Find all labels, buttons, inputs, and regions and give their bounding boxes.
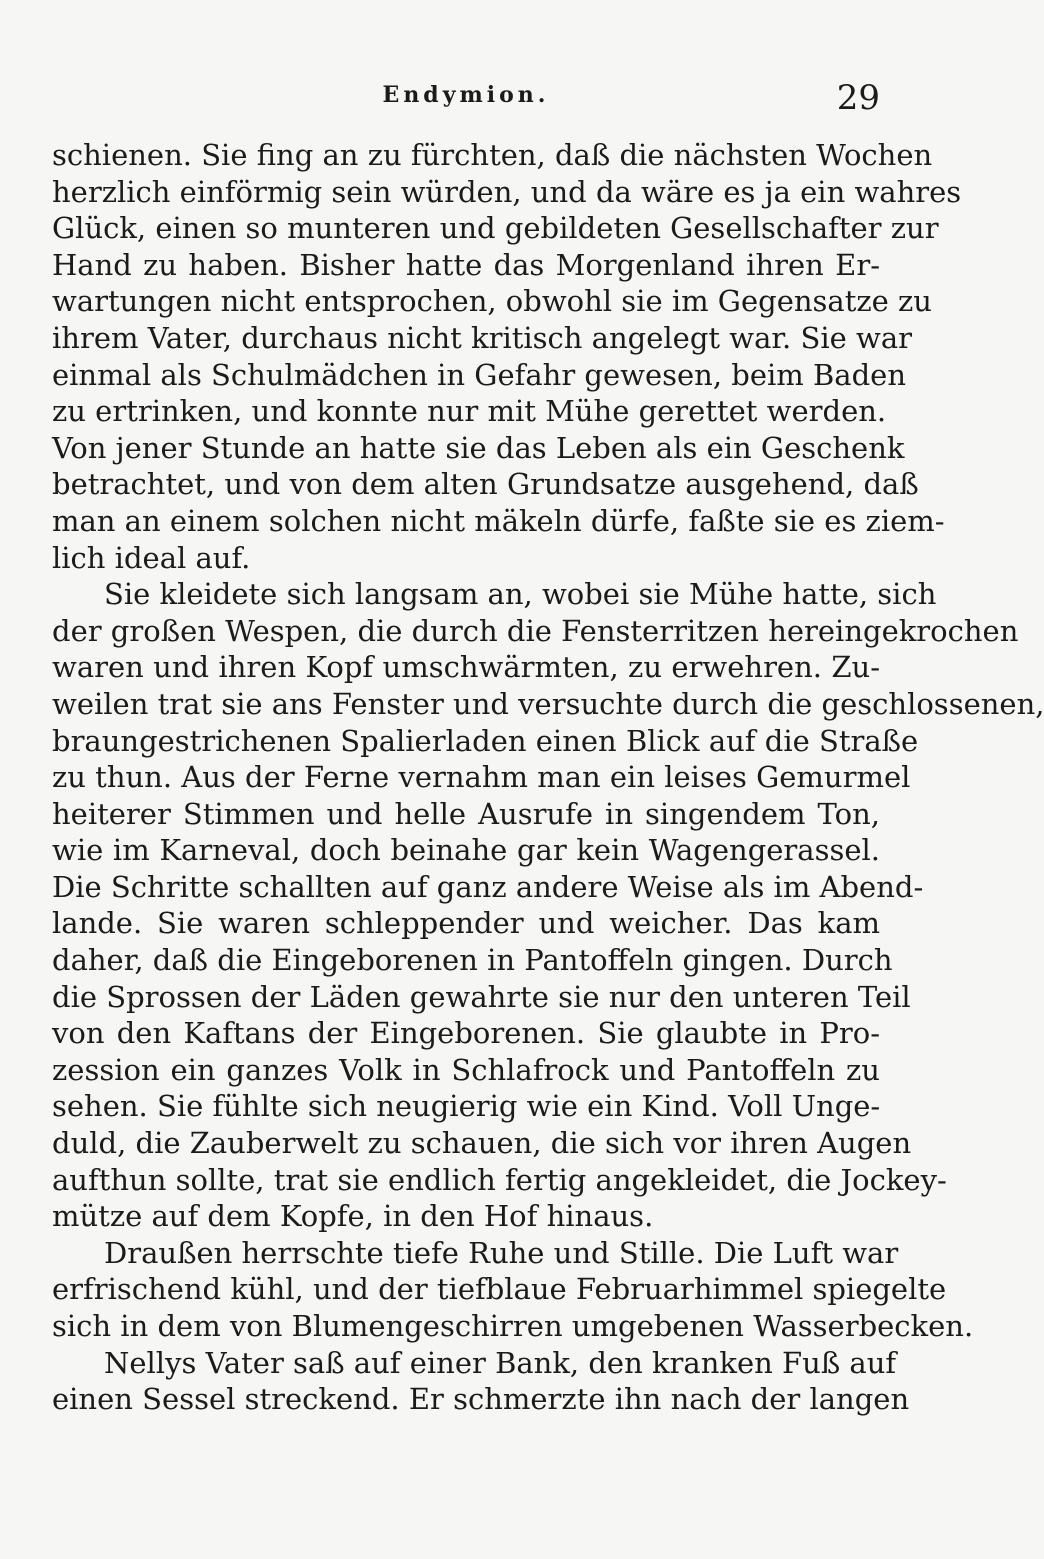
text-line: betrachtet, und von dem alten Grundsatze ausgehend, daß [52, 467, 919, 502]
text-line: erfrischend kühl, und der tiefblaue Februarhimmel spiegelte [52, 1272, 947, 1307]
text-line: wartungen nicht entsprochen, obwohl sie im Gegensatze zu [52, 284, 932, 319]
text-line: zession ein ganzes Volk in Schlafrock und Pantoffeln zu [52, 1052, 880, 1087]
text-line: einen Sessel streckend. Er schmerzte ihn nach der langen [52, 1382, 910, 1417]
text-line: aufthun sollte, trat sie endlich fertig angekleidet, die Jockey- [52, 1162, 947, 1197]
text-line: der großen Wespen, die durch die Fensterritzen hereingekrochen [52, 613, 1019, 648]
paragraph [52, 137, 962, 576]
page-header [52, 78, 880, 122]
text-line: braungestrichenen Spalierladen einen Blick auf die Straße [52, 723, 919, 758]
page-number: 29 [836, 78, 880, 118]
text-line: einmal als Schulmädchen in Gefahr gewesen, beim Baden [52, 357, 906, 392]
text-line: sich in dem von Blumengeschirren umgebenen Wasserbecken. [52, 1309, 974, 1343]
text-line: duld, die Zauberwelt zu schauen, die sich vor ihren Augen [52, 1126, 912, 1161]
text-line: schienen. Sie fing an zu fürchten, daß die nächsten Wochen [52, 138, 933, 172]
text-line: lich ideal auf. [52, 540, 251, 575]
text-line: Hand zu haben. Bisher hatte das Morgenland ihren Er- [52, 247, 880, 282]
text-line: mütze auf dem Kopfe, in den Hof hinaus. [52, 1199, 654, 1234]
text-line: Nellys Vater saß auf einer Bank, den kranken Fuß auf [104, 1345, 897, 1380]
text-line: zu ertrinken, und konnte nur mit Mühe gerettet werden. [52, 394, 887, 429]
text-line: sehen. Sie fühlte sich neugierig wie ein Kind. Voll Unge- [52, 1089, 881, 1124]
text-line: Draußen herrschte tiefe Ruhe und Stille. Die Luft war [104, 1235, 899, 1270]
text-line: Von jener Stunde an hatte sie das Leben als ein Geschenk [52, 430, 905, 465]
text-line: Glück, einen so munteren und gebildeten Gesellschafter zur [52, 211, 939, 246]
text-line: man an einem solchen nicht mäkeln dürfe, faßte sie es ziem- [52, 503, 945, 538]
text-line: daher, daß die Eingeborenen in Pantoffeln gingen. Durch [52, 943, 893, 978]
text-line: heiterer Stimmen und helle Ausrufe in singendem Ton, [52, 796, 880, 831]
text-line: zu thun. Aus der Ferne vernahm man ein leises Gemurmel [52, 760, 911, 795]
body-text [52, 137, 1044, 1418]
text-line: ihrem Vater, durchaus nicht kritisch angelegt war. Sie war [52, 320, 912, 355]
text-line: die Sprossen der Läden gewahrte sie nur den unteren Teil [52, 979, 911, 1014]
paragraph [52, 1345, 910, 1418]
text-line: wie im Karneval, doch beinahe gar kein Wagengerassel. [52, 833, 880, 868]
text-line: Die Schritte schallten auf ganz andere Weise als im Abend- [52, 869, 924, 904]
paragraph [52, 576, 1044, 1235]
text-line: herzlich einförmig sein würden, und da wäre es ja ein wahres [52, 174, 962, 209]
text-line: Sie kleidete sich langsam an, wobei sie Mühe hatte, sich [104, 577, 937, 612]
running-title: Endymion. [382, 82, 550, 108]
text-line: weilen trat sie ans Fenster und versuchte durch die geschlossenen, [52, 686, 1044, 721]
paragraph [52, 1235, 974, 1345]
text-line: von den Kaftans der Eingeborenen. Sie glaubte in Pro- [52, 1016, 880, 1051]
text-line: waren und ihren Kopf umschwärmten, zu erwehren. Zu- [52, 650, 880, 685]
text-line: lande. Sie waren schleppender und weicher. Das kam [52, 906, 880, 941]
